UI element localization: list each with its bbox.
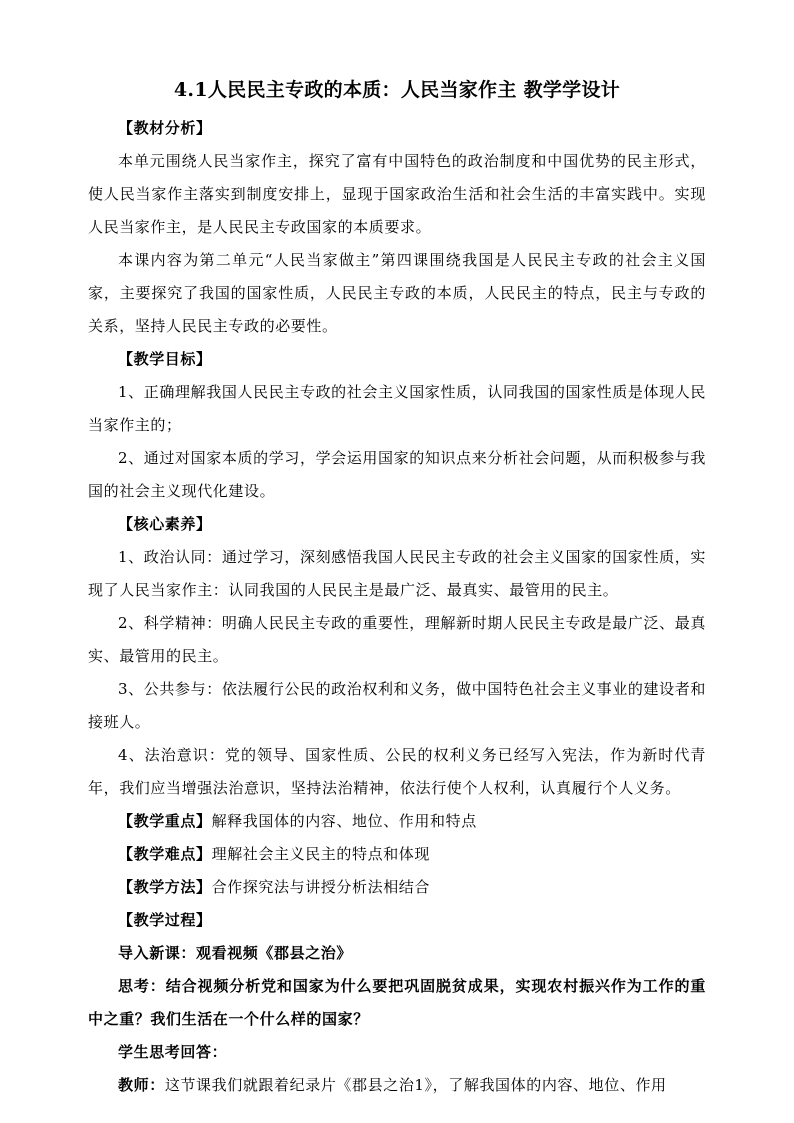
teaching-focus [88,805,706,838]
section-heading-teaching-goals: 【教学目标】 [118,350,212,368]
teaching-focus-text: 解释我国体的内容、地位、作用和特点 [211,812,477,830]
paragraph: 1、正确理解我国人民民主专政的社会主义国家性质，认同我国的国家性质是体现人民当家作主的； [88,383,706,434]
paragraph: 本课内容为第二单元“人民当家做主”第四课围绕我国是人民民主专政的社会主义国家，主要探究了我国的国家性质，人民民主专政的本质，人民民主的特点，民主与专政的关系，坚持人民民主专政的必要性。 [88,251,706,335]
paragraph: 2、科学精神：明确人民民主专政的重要性，理解新时期人民民主专政是最广泛、最真实、最管用的民主。 [88,614,706,665]
paragraph: 4、法治意识：党的领导、国家性质、公民的权利义务已经写入宪法，作为新时代青年，我们应当增强法治意识，坚持法治精神，依法行使个人权利，认真履行个人义务。 [88,746,706,797]
teaching-difficulty-text: 理解社会主义民主的特点和体现 [211,845,431,863]
teaching-difficulty [88,838,706,871]
teacher-label: 教师： [118,1076,165,1094]
student-answer-label: 学生思考回答： [118,1043,228,1061]
lead-in: 导入新课：观看视频《郡县之治》 [118,944,353,962]
teacher-text: 这节课我们就跟着纪录片《郡县之治1》，了解我国体的内容、地位、作用 [164,1076,667,1094]
section-heading-teaching-process: 【教学过程】 [118,911,212,929]
paragraph: 3、公共参与：依法履行公民的政治权利和义务，做中国特色社会主义事业的建设者和接班人。 [88,680,706,731]
teaching-method [88,871,706,904]
teacher-paragraph [88,1069,706,1102]
paragraph: 本单元围绕人民当家作主，探究了富有中国特色的政治制度和中国优势的民主形式，使人民当家作主落实到制度安排上，显现于国家政治生活和社会生活的丰富实践中。实现人民当家作主，是人民民主专政国家的本质要求。 [88,152,706,236]
section-label-teaching-difficulty: 【教学难点】 [118,845,212,863]
paragraph: 1、政治认同：通过学习，深刻感悟我国人民民主专政的社会主义国家的国家性质，实现了人民当家作主：认同我国的人民民主是最广泛、最真实、最管用的民主。 [88,548,706,599]
teaching-method-text: 合作探究法与讲授分析法相结合 [211,878,431,896]
page-title: 4.1人民民主专政的本质：人民当家作主 教学学设计 [173,79,621,101]
document-body [88,112,706,1102]
section-heading-textbook-analysis: 【教材分析】 [118,119,212,137]
section-label-teaching-method: 【教学方法】 [118,878,212,896]
section-label-teaching-focus: 【教学重点】 [118,812,212,830]
think-question: 思考：结合视频分析党和国家为什么要把巩固脱贫成果，实现农村振兴作为工作的重中之重？我们生活在一个什么样的国家？ [88,977,706,1028]
section-heading-core-literacy: 【核心素养】 [118,515,212,533]
paragraph: 2、通过对国家本质的学习，学会运用国家的知识点来分析社会问题，从而积极参与我国的社会主义现代化建设。 [88,449,706,500]
